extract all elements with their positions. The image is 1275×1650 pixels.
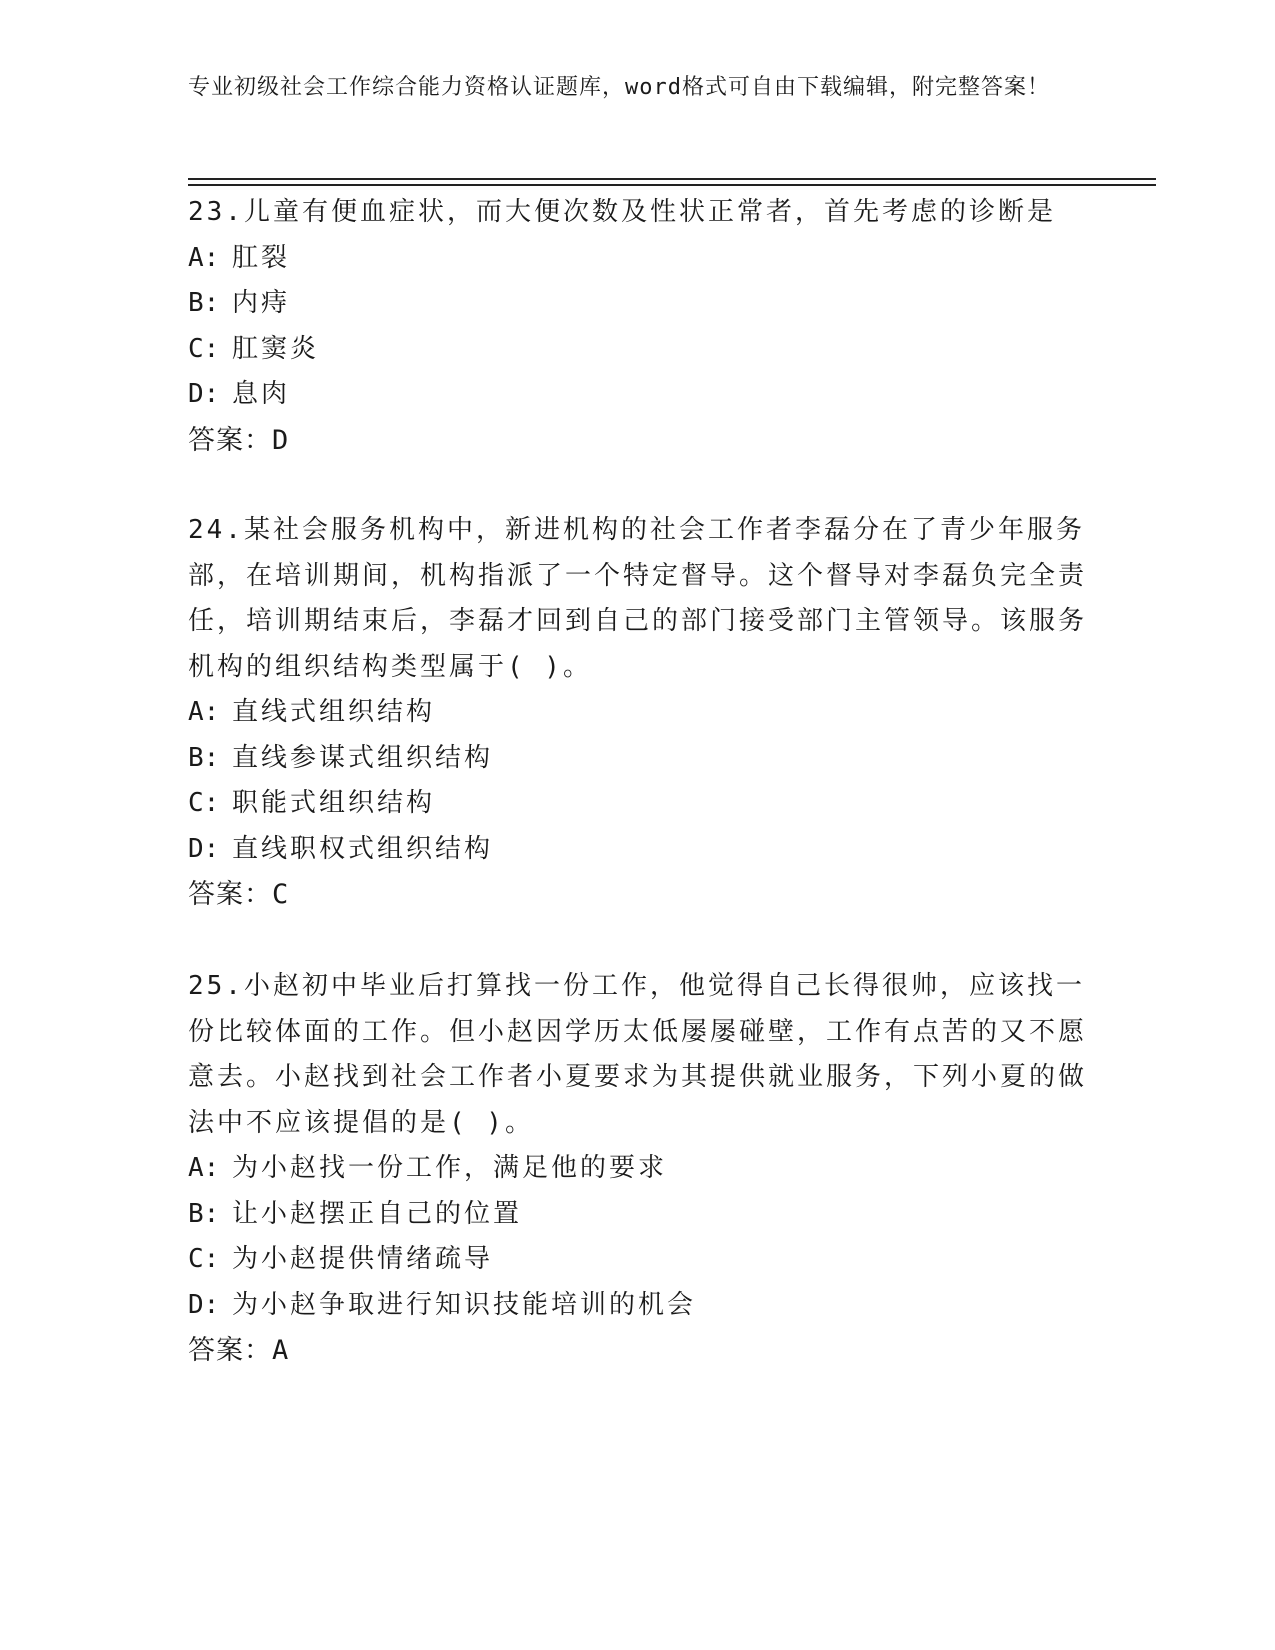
option-c [188, 781, 1088, 827]
option-a [188, 690, 1088, 736]
answer-label: 答案： [188, 424, 272, 456]
question-23 [188, 190, 1088, 463]
option-key: C: [188, 788, 220, 818]
question-stem: 23.儿童有便血症状，而大便次数及性状正常者，首先考虑的诊断是 [188, 197, 1056, 227]
option-b [188, 1192, 1088, 1238]
option-key: D: [188, 379, 220, 409]
header-rule-top [188, 178, 1156, 180]
option-a [188, 1146, 1088, 1192]
option-text: 直线职权式组织结构 [232, 833, 494, 864]
question-25 [188, 964, 1088, 1374]
option-c [188, 1237, 1088, 1283]
option-key: B: [188, 1198, 220, 1229]
option-text: 直线式组织结构 [232, 697, 436, 727]
option-text: 职能式组织结构 [232, 788, 436, 818]
option-text: 为小赵找一份工作，满足他的要求 [232, 1153, 668, 1183]
option-text: 息肉 [232, 379, 291, 409]
option-b [188, 281, 1088, 327]
option-c [188, 327, 1088, 373]
option-key: C: [188, 333, 220, 364]
option-key: D: [188, 1289, 220, 1320]
answer-line [188, 1328, 1088, 1374]
option-text: 让小赵摆正自己的位置 [232, 1198, 523, 1229]
question-stem: 25.小赵初中毕业后打算找一份工作，他觉得自己长得很帅，应该找一份比较体面的工作。但小赵因学历太低屡屡碰壁，工作有点苦的又不愿意去。小赵找到社会工作者小夏要求为其提供就业服务，下列小夏的做法中不应该提倡的是( )。 [188, 971, 1088, 1138]
answer-line [188, 872, 1088, 918]
option-key: B: [188, 288, 220, 318]
document-header: 专业初级社会工作综合能力资格认证题库，word格式可自由下载编辑，附完整答案！ [188, 75, 1050, 100]
option-key: D: [188, 833, 220, 864]
option-text: 为小赵争取进行知识技能培训的机会 [232, 1289, 697, 1320]
option-d [188, 372, 1088, 418]
option-text: 肛裂 [232, 242, 291, 273]
answer-label: 答案： [188, 879, 272, 910]
option-d [188, 827, 1088, 873]
option-text: 为小赵提供情绪疏导 [232, 1244, 494, 1274]
option-key: A: [188, 1153, 220, 1183]
answer-label: 答案： [188, 1335, 272, 1366]
option-a [188, 236, 1088, 282]
question-stem: 24.某社会服务机构中，新进机构的社会工作者李磊分在了青少年服务部，在培训期间，机构指派了一个特定督导。这个督导对李磊负完全责任，培训期结束后，李磊才回到自己的部门接受部门主管领导。该服务机构的组织结构类型属于( )。 [188, 515, 1088, 682]
header-rule-bottom [188, 184, 1156, 186]
option-text: 内痔 [232, 288, 291, 318]
option-d [188, 1283, 1088, 1329]
option-text: 直线参谋式组织结构 [232, 742, 494, 773]
option-text: 肛窦炎 [232, 333, 320, 364]
answer-value: A [272, 1335, 290, 1366]
answer-value: C [272, 879, 290, 910]
option-key: A: [188, 242, 220, 273]
question-24 [188, 508, 1088, 918]
option-key: B: [188, 742, 220, 773]
answer-line [188, 418, 1088, 464]
option-key: A: [188, 697, 220, 727]
answer-value: D [272, 424, 290, 456]
option-key: C: [188, 1244, 220, 1274]
option-b [188, 736, 1088, 782]
